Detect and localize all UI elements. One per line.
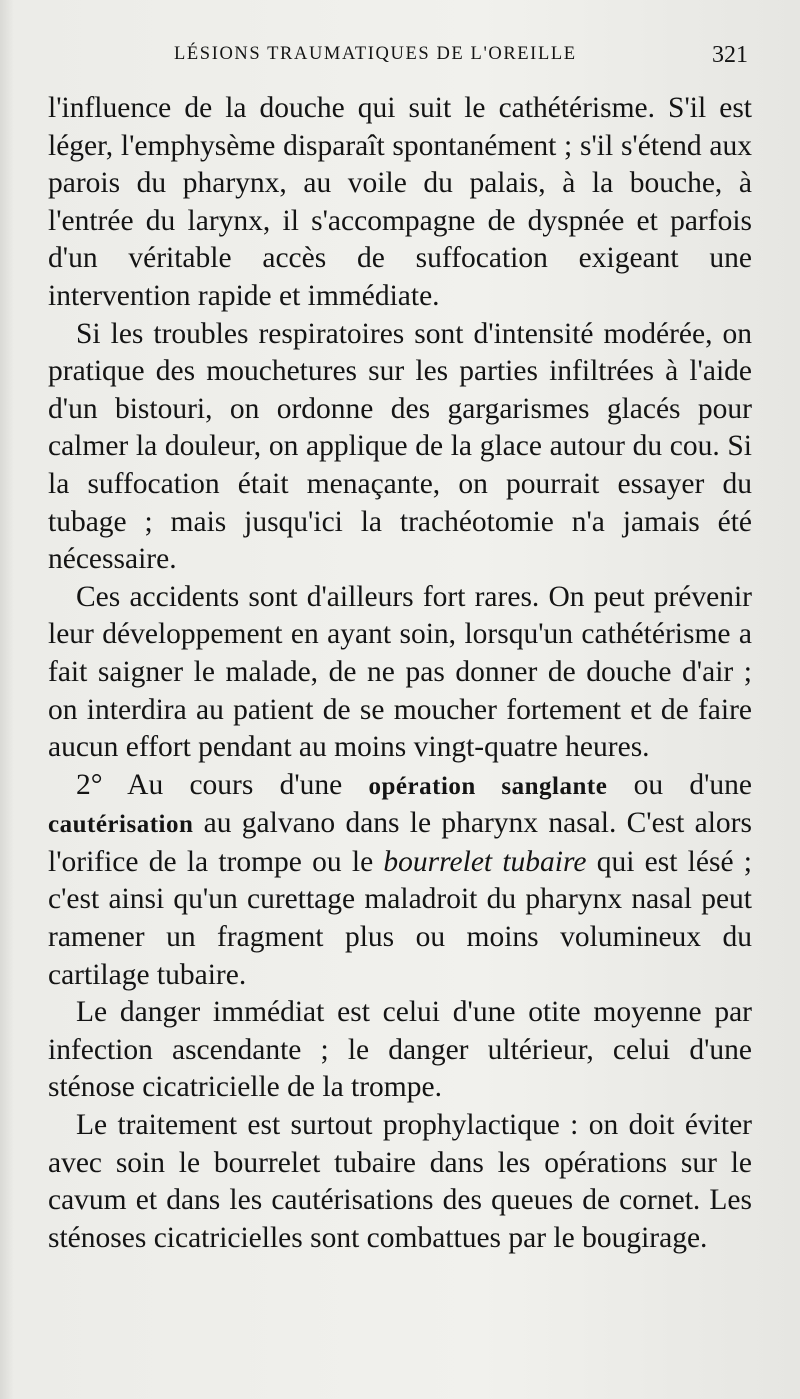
page-number: 321 xyxy=(712,42,748,68)
body-text xyxy=(48,90,752,1257)
running-title: LÉSIONS TRAUMATIQUES DE L'OREILLE xyxy=(174,44,577,64)
paragraph-4-lead: 2° Au cours d'une xyxy=(76,768,369,801)
paragraph-6: Le traitement est surtout prophylactique : on doit éviter avec soin le bourrelet tubaire dans les opérations sur le cavum et dans les cautérisations des queues de cornet. Les sténoses cicatricielles sont combattues par le bougirage. xyxy=(48,1109,752,1254)
term-cauterisation: cautérisation xyxy=(48,811,194,839)
paragraph-1: l'influence de la douche qui suit le cathétérisme. S'il est léger, l'emphysème disparaît spontanément ; s'il s'étend aux parois du pharynx, au voile du palais, à la bouche, à l'entrée du larynx, il s'accompagne de dyspnée et parfois d'un véritable accès de suffocation exigeant une intervention rapide et immédiate. xyxy=(48,92,752,312)
running-head xyxy=(48,38,752,78)
paragraph-4-mid1: ou d'une xyxy=(607,768,752,801)
paragraph-4-mid2: au galvano dans le pharynx nasal. C'est alors l'orifice de la trompe ou le xyxy=(48,807,752,878)
paragraph-2: Si les troubles respiratoires sont d'intensité modérée, on pratique des mouchetures sur les parties infiltrées à l'aide d'un bistouri, on ordonne des gargarismes glacés pour calmer la douleur, on applique de la glace autour du cou. Si la suffocation était menaçante, on pourrait essayer du tubage ; mais jusqu'ici la trachéotomie n'a jamais été nécessaire. xyxy=(48,317,752,576)
paragraph-4 xyxy=(48,767,752,995)
paragraph-4-tail: qui est lésé ; c'est ainsi qu'un curettage maladroit du pharynx nasal peut ramener un fragment plus ou moins volumineux du cartilage tubaire. xyxy=(48,845,752,991)
term-operation-sanglante: opération sanglante xyxy=(368,772,608,800)
term-bourrelet-tubaire: bourrelet tubaire xyxy=(383,845,587,878)
paragraph-3: Ces accidents sont d'ailleurs fort rares. On peut prévenir leur développement en ayant soin, lorsqu'un cathétérisme a fait saigner le malade, de ne pas donner de douche d'air ; on interdira au patient de se moucher fortement et de faire aucun effort pendant au moins vingt-quatre heures. xyxy=(48,580,752,764)
paragraph-5: Le danger immédiat est celui d'une otite moyenne par infection ascendante ; le danger ultérieur, celui d'une sténose cicatricielle de la trompe. xyxy=(48,996,752,1104)
